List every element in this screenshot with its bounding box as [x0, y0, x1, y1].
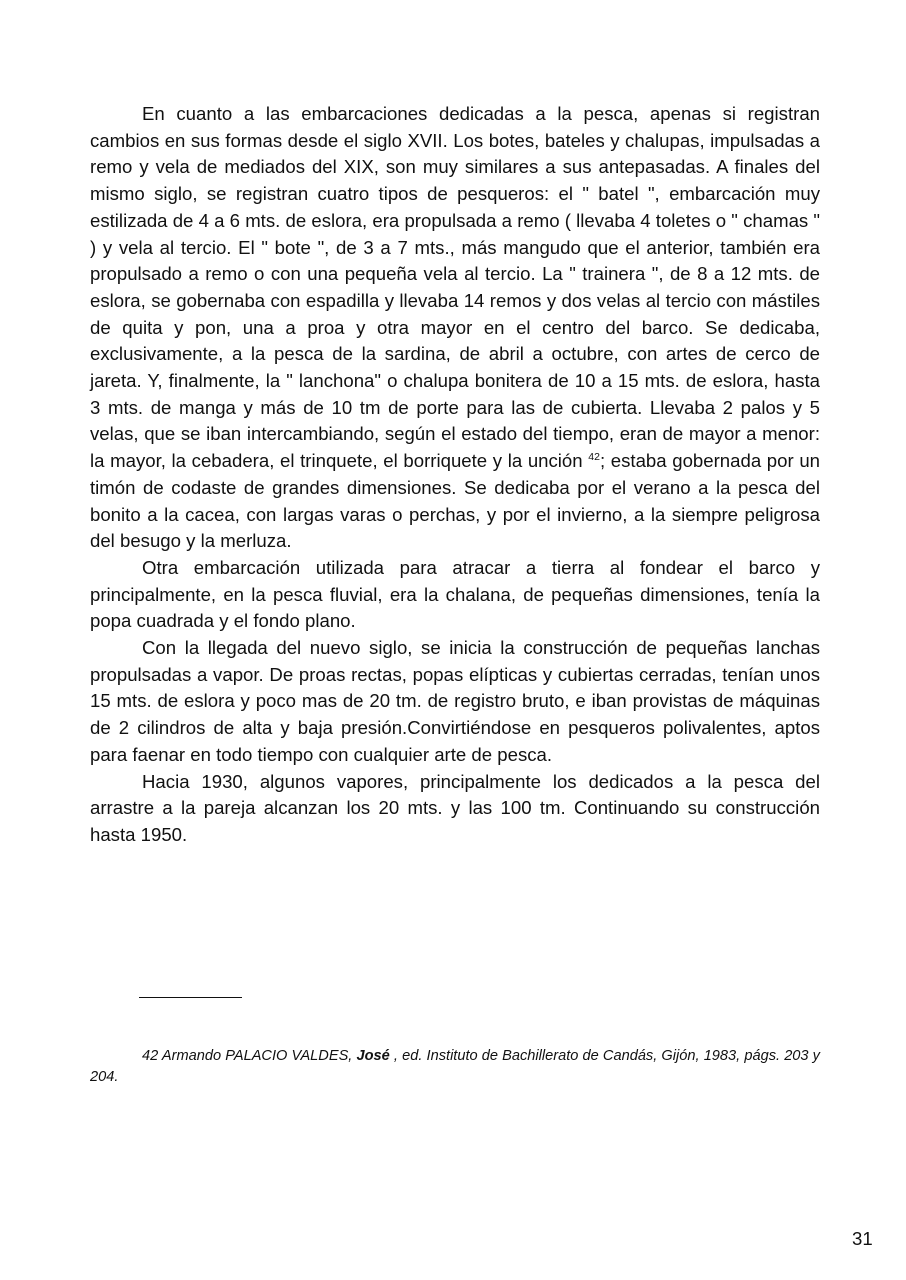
page-number: 31	[852, 1228, 873, 1249]
body-text	[90, 101, 820, 849]
footnote-details: , ed. Instituto de Bachillerato de Candás, Gijón, 1983, págs. 203 y 204.	[90, 1048, 820, 1085]
paragraph-2: Otra embarcación utilizada para atracar a tierra al fondear el barco y principalmente, en la pesca fluvial, era la chalana, de pequeñas dimensiones, tenía la popa cuadrada y el fondo plano.	[90, 556, 820, 632]
paragraph-1-text-continued: ; estaba gobernada por un timón de codaste de grandes dimensiones. Se dedicaba por el verano a la pesca del bonito a la cacea, con largas varas o perchas, y por el invierno, a la siempre peligrosa del besugo y la merluza.	[90, 450, 821, 552]
footnote-reference: 42	[588, 451, 600, 464]
footnote	[90, 1046, 820, 1088]
paragraph-1	[90, 101, 820, 555]
footnote-number: 42	[142, 1048, 159, 1064]
paragraph-3: Con la llegada del nuevo siglo, se inicia la construcción de pequeñas lanchas propulsadas a vapor. De proas rectas, popas elípticas y cubiertas cerradas, tenían unos 15 mts. de eslora y poco mas de 20 tm. de registro bruto, e iban provistas de máquinas de 2 cilindros de alta y baja presión.Convirtiéndose en pesqueros polivalentes, aptos para faenar en todo tiempo con cualquier arte de pesca.	[90, 637, 820, 765]
paragraph-4: Hacia 1930, algunos vapores, principalmente los dedicados a la pesca del arrastre a la pareja alcanzan los 20 mts. y las 100 tm. Continuando su construcción hasta 1950.	[90, 770, 820, 845]
footnote-author: Armando PALACIO VALDES,	[161, 1048, 353, 1064]
footnote-separator	[139, 997, 242, 998]
paragraph-1-text: En cuanto a las embarcaciones dedicadas a la pesca, apenas si registran cambios en sus formas desde el siglo XVII. Los botes, bateles y chalupas, impulsadas a remo y vela de mediados del XIX, son muy similares a sus antepasadas. A finales del mismo siglo, se registran cuatro tipos de pesqueros: el " batel ", embarcación muy estilizada de 4 a 6 mts. de eslora, era propulsada a remo ( llevaba 4 toletes o " chamas " ) y vela al tercio. El " bote ", de 3 a 7 mts., más mangudo que el anterior, también era propulsado a remo o con una pequeña vela al tercio. La " trainera ", de 8 a 12 mts. de eslora, se gobernaba con espadilla y llevaba 14 remos y dos velas al tercio con mástiles de quita y pon, una a proa y otra mayor en el centro del barco. Se dedicaba, exclusivamente, a la pesca de la sardina, de abril a octubre, con artes de cerco de jareta. Y, finalmente, la " lanchona" o chalupa bonitera de 10 a 15 mts. de eslora, hasta 3 mts. de manga y más de 10 tm de porte para las de cubierta. Llevaba 2 palos y 5 velas, que se iban intercambiando, según el estado del tiempo, eran de mayor a menor: la mayor, la cebadera, el trinquete, el borriquete y la unción	[90, 103, 820, 472]
footnote-title: José	[356, 1048, 390, 1064]
